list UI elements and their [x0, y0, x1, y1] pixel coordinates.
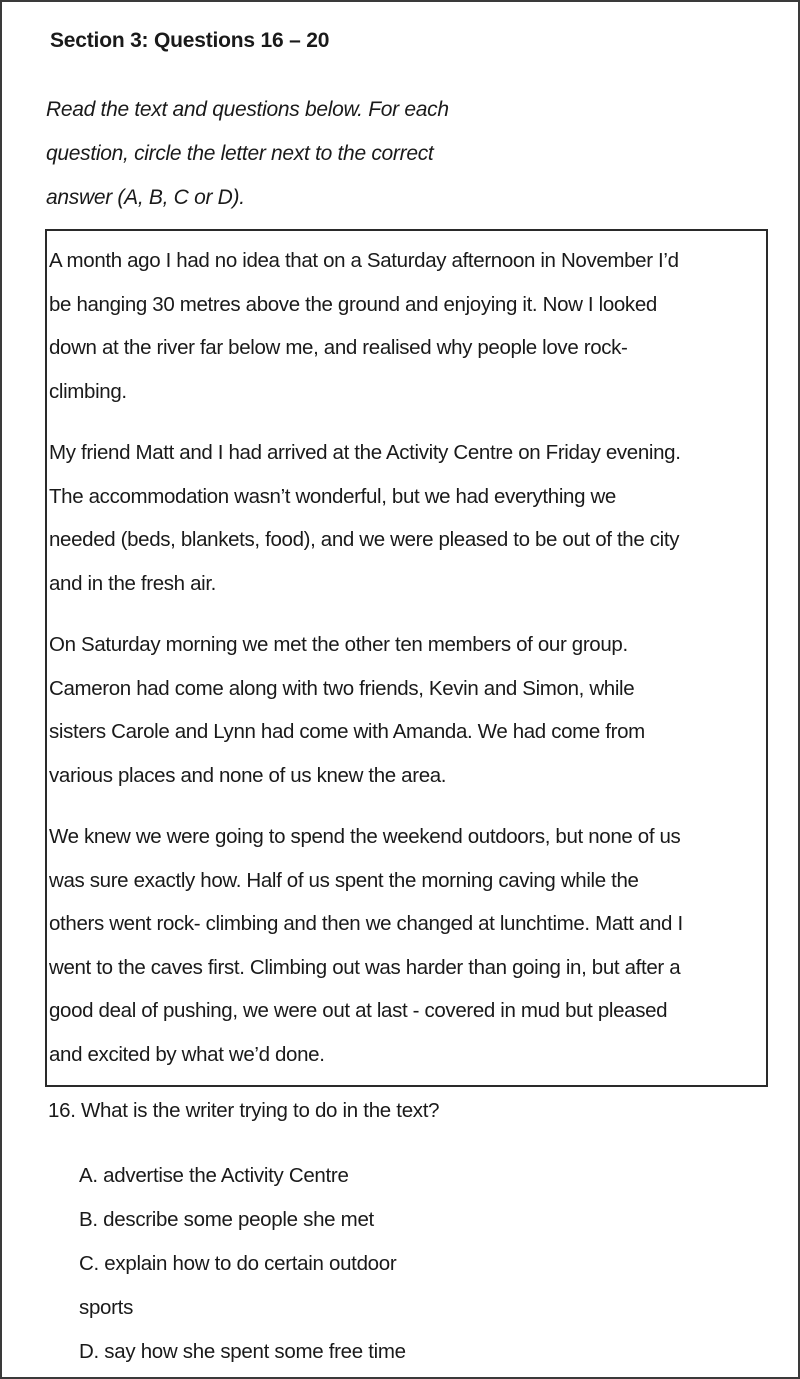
- passage-line: We knew we were going to spend the weekend outdoors, but none of us: [49, 825, 681, 848]
- passage-line: Cameron had come along with two friends, Kevin and Simon, while: [49, 676, 635, 700]
- passage-line: down at the river far below me, and realised why people love rock-: [49, 336, 628, 359]
- instructions-line: question, circle the letter next to the correct: [46, 142, 434, 165]
- passage-paragraph-2: [49, 431, 762, 605]
- passage-line: On Saturday morning we met the other ten members of our group.: [49, 633, 628, 656]
- passage-line: climbing.: [49, 379, 127, 403]
- question-16: 16. What is the writer trying to do in the text?: [48, 1099, 440, 1122]
- passage-line: My friend Matt and I had arrived at the Activity Centre on Friday evening.: [49, 441, 681, 464]
- reading-passage: [45, 229, 768, 1087]
- option-a[interactable]: A. advertise the Activity Centre: [79, 1164, 349, 1187]
- instructions-line: Read the text and questions below. For each: [46, 98, 449, 121]
- option-c[interactable]: C. explain how to do certain outdoor: [79, 1252, 397, 1275]
- passage-line: others went rock- climbing and then we changed at lunchtime. Matt and I: [49, 912, 683, 935]
- passage-line: good deal of pushing, we were out at last - covered in mud but pleased: [49, 999, 668, 1022]
- passage-paragraph-3: [49, 623, 762, 797]
- passage-line: was sure exactly how. Half of us spent the morning caving while the: [49, 868, 639, 892]
- option-d[interactable]: D. say how she spent some free time: [79, 1340, 406, 1363]
- passage-paragraph-4: [49, 815, 762, 1076]
- passage-paragraph-1: [49, 239, 762, 413]
- option-c-continued[interactable]: sports: [79, 1296, 134, 1319]
- instructions: [46, 88, 486, 220]
- answer-options: [79, 1154, 406, 1374]
- passage-line: sisters Carole and Lynn had come with Amanda. We had come from: [49, 720, 645, 743]
- option-b[interactable]: B. describe some people she met: [79, 1208, 374, 1231]
- passage-line: be hanging 30 metres above the ground and enjoying it. Now I looked: [49, 292, 657, 316]
- passage-line: The accommodation wasn’t wonderful, but we had everything we: [49, 484, 616, 508]
- instructions-line: answer (A, B, C or D).: [46, 186, 245, 209]
- passage-line: various places and none of us knew the area.: [49, 763, 447, 787]
- section-title: Section 3: Questions 16 – 20: [50, 29, 330, 52]
- passage-line: and in the fresh air.: [49, 571, 217, 595]
- passage-line: and excited by what we’d done.: [49, 1042, 325, 1066]
- passage-line: A month ago I had no idea that on a Saturday afternoon in November I’d: [49, 249, 679, 272]
- passage-line: went to the caves first. Climbing out was harder than going in, but after a: [49, 955, 681, 979]
- passage-line: needed (beds, blankets, food), and we were pleased to be out of the city: [49, 528, 680, 551]
